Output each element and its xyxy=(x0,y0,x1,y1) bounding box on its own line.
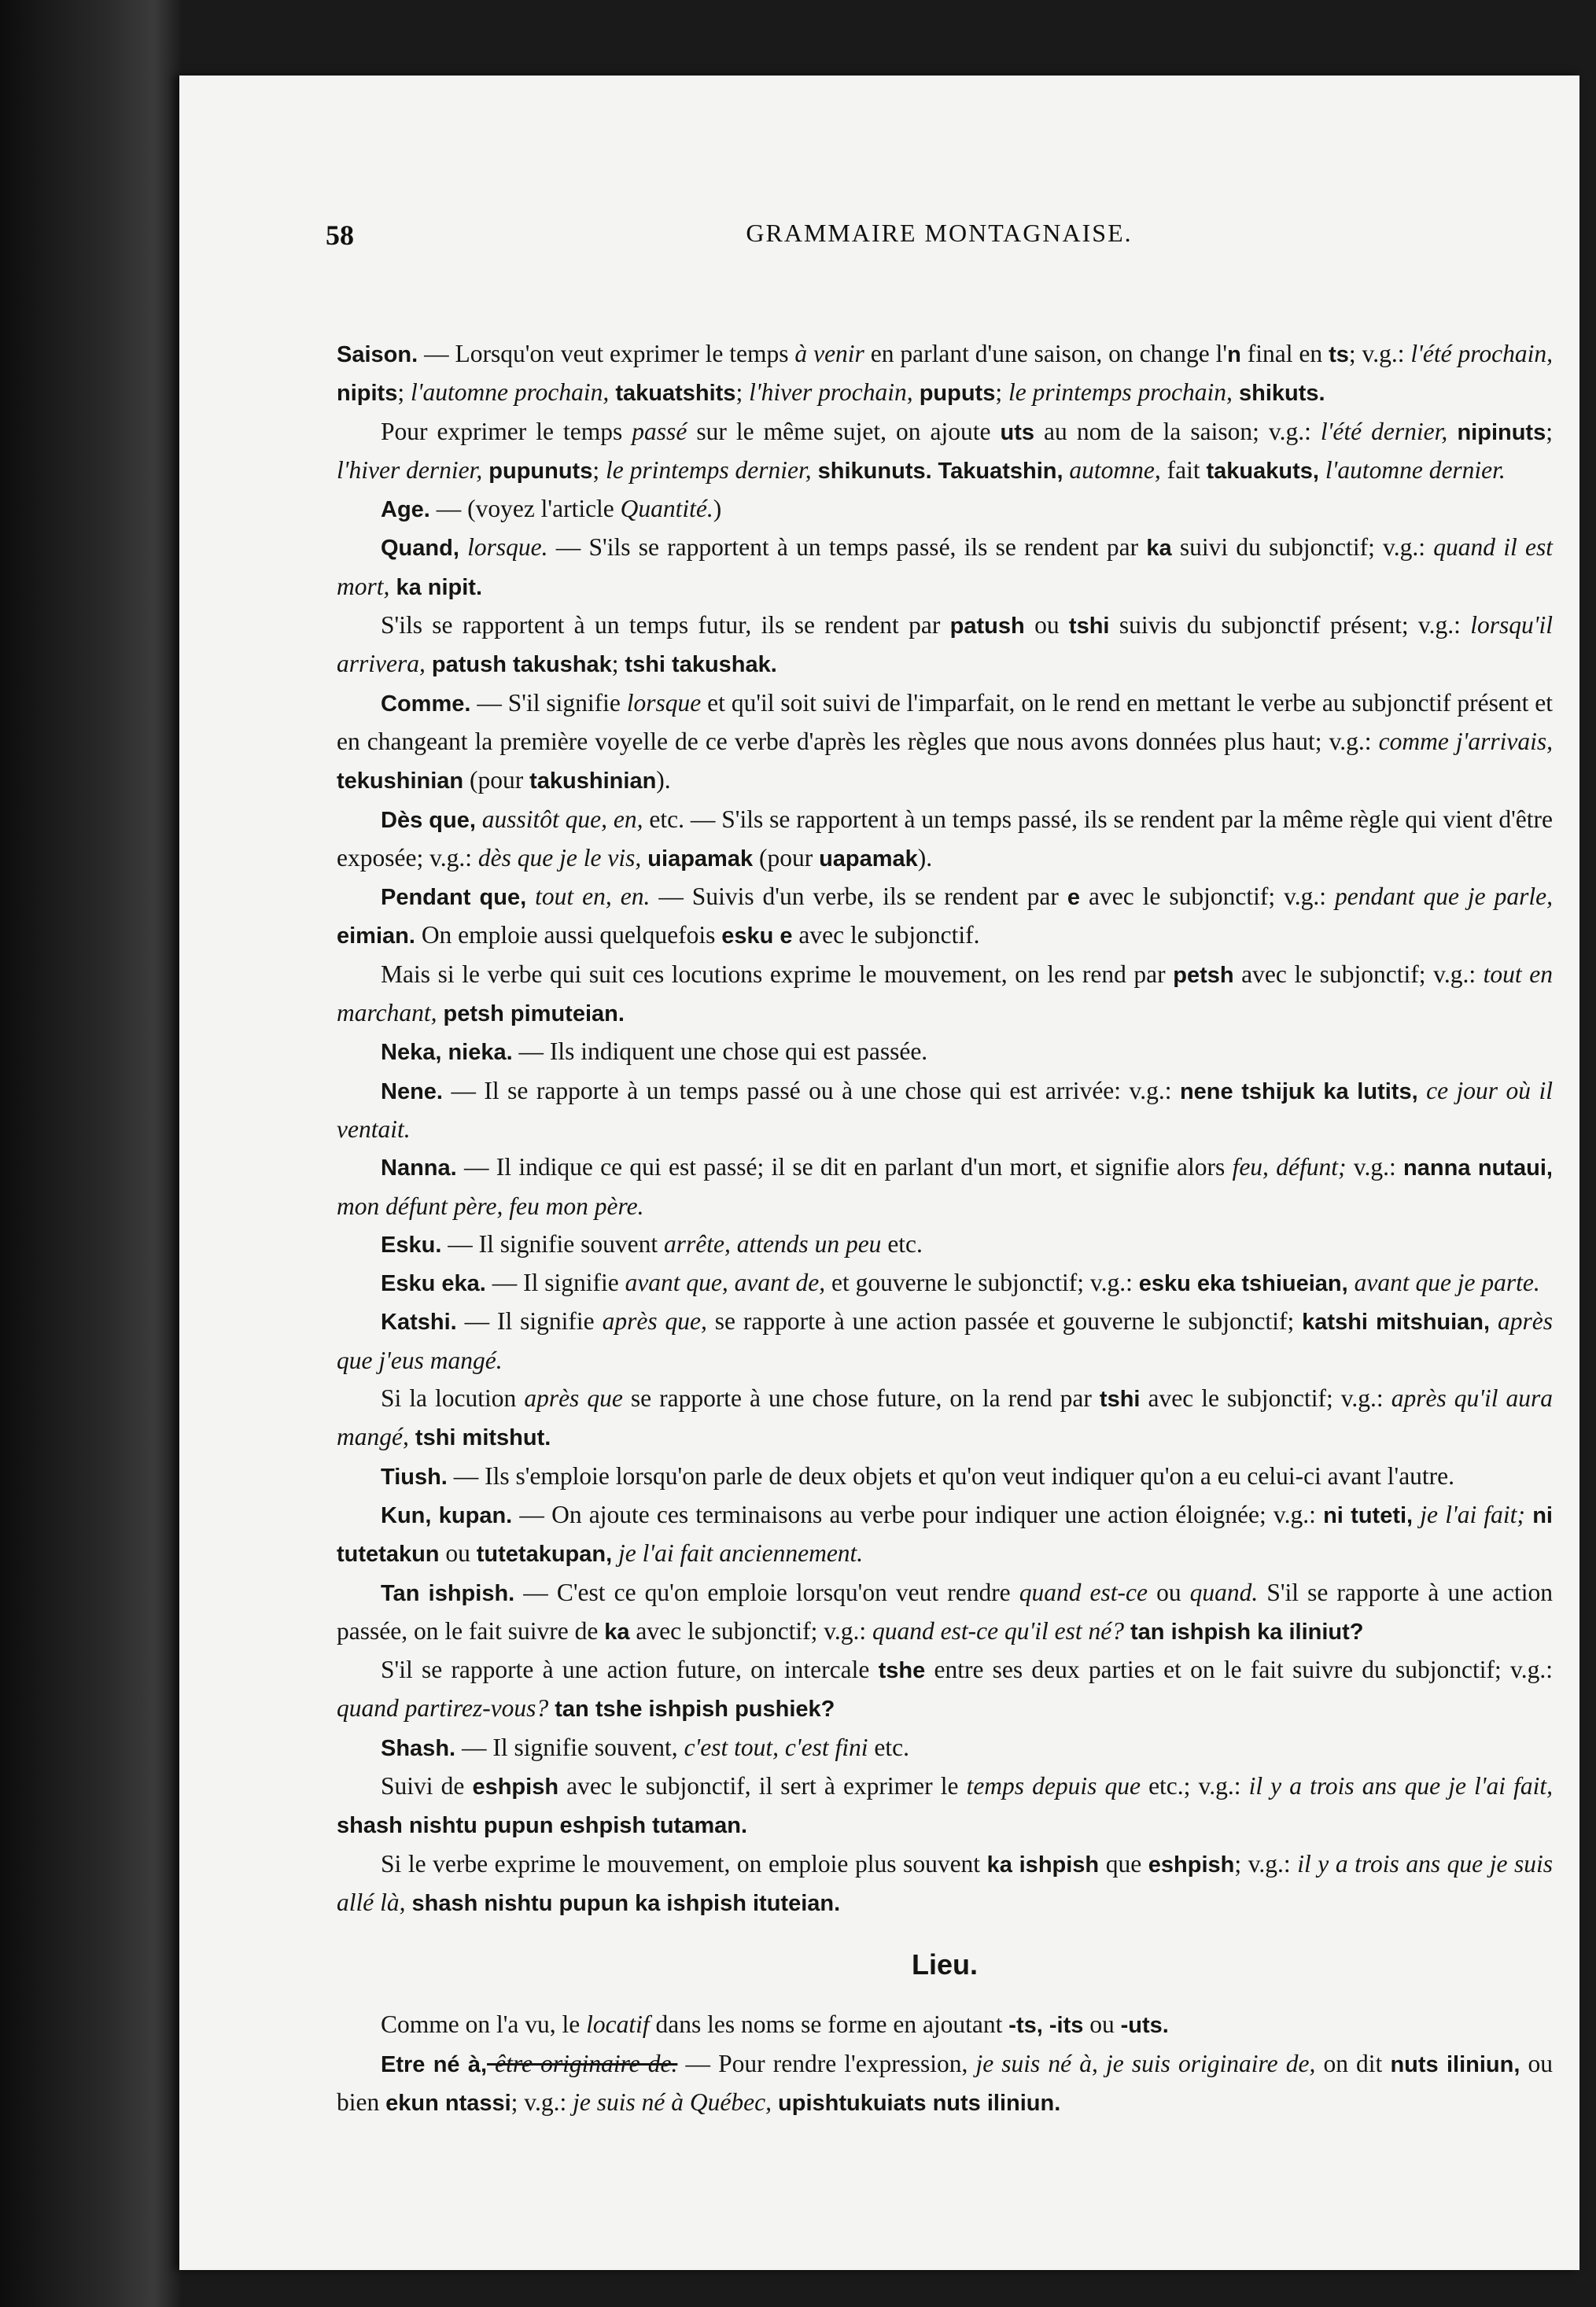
term-saison: Saison. xyxy=(337,342,418,367)
text-run: ) xyxy=(713,495,722,523)
text-run: — Il signifie souvent xyxy=(441,1229,664,1258)
text-run: — Pour rendre l'expression, xyxy=(677,2049,976,2077)
text-run: avec le subjonctif; v.g.: xyxy=(1080,883,1336,911)
text-run: ; xyxy=(397,378,411,407)
text-run: eshpish xyxy=(1148,1852,1235,1878)
text-run: takuakuts, xyxy=(1206,458,1319,484)
text-run: l'été dernier, xyxy=(1320,417,1448,445)
term-comme: Comme. xyxy=(381,691,471,717)
entry-pendant-que xyxy=(337,878,1553,956)
text-run: esku e xyxy=(721,923,793,949)
entry-des-que xyxy=(337,801,1553,879)
text-run: entre ses deux parties et on le fait suivre du subjonctif; v.g.: xyxy=(925,1656,1553,1684)
text-run: katshi mitshuian, xyxy=(1302,1310,1491,1336)
text-run: shikunuts. xyxy=(811,458,932,484)
text-run: l'été prochain, xyxy=(1410,340,1553,367)
term-neka: Neka, nieka. xyxy=(381,1040,513,1066)
text-run: ; xyxy=(592,455,606,484)
entry-nene xyxy=(337,1072,1553,1149)
text-run: final en xyxy=(1240,340,1329,367)
text-run: avec le subjonctif, il sert à exprimer le xyxy=(558,1771,967,1800)
paragraph-shash-eshpish xyxy=(337,1767,1553,1845)
text-run: lorsque. xyxy=(459,533,548,562)
text-run: uapamak xyxy=(819,846,918,872)
text-run: eimian. xyxy=(337,923,415,949)
text-run: uiapamak xyxy=(641,846,754,872)
book-spine-edge xyxy=(0,0,181,2307)
text-run: takuatshits xyxy=(609,381,736,407)
text-run: feu, défunt; xyxy=(1232,1153,1347,1181)
text-run: — Ils s'emploie lorsqu'on parle de deux objets et qu'on veut indiquer qu'on a eu celui-ci avant l'autre. xyxy=(447,1461,1455,1490)
entry-age xyxy=(337,490,1553,529)
text-run: esku eka tshiueian, xyxy=(1138,1271,1348,1297)
text-run: se rapporte à une action passée et gouverne le subjonctif; xyxy=(706,1307,1303,1336)
term-nene: Nene. xyxy=(381,1078,443,1104)
text-run: — Il indique ce qui est passé; il se dit en parlant d'un mort, et signifie alors xyxy=(456,1153,1233,1181)
text-run: lorsqu'il arrivera, xyxy=(337,611,1553,678)
text-run: — Lorsqu'on veut exprimer le temps xyxy=(418,340,795,367)
text-run: — Il se rapporte à un temps passé ou à une chose qui est arrivée: v.g.: xyxy=(442,1076,1180,1104)
text-run: Mais si le verbe qui suit ces locutions exprime le mouvement, on les rend par xyxy=(381,960,1174,988)
text-run: quand est-ce qu'il est né? xyxy=(872,1616,1124,1645)
text-run: Si la locution xyxy=(381,1384,525,1413)
entry-saison xyxy=(337,335,1553,413)
text-run: -ts, -its xyxy=(1008,2013,1084,2039)
text-run: — S'il signifie xyxy=(470,688,627,717)
text-run: sur le même sujet, on ajoute xyxy=(687,417,1001,445)
text-run: quand partirez-vous? xyxy=(337,1694,549,1723)
text-run: ; v.g.: xyxy=(510,2088,573,2117)
text-run: nipits xyxy=(337,381,398,407)
text-run: ni tutetakun xyxy=(337,1502,1553,1568)
text-run: ts xyxy=(1329,342,1349,367)
term-etre-ne-a: Etre né à, xyxy=(381,2051,488,2077)
text-run: patush takushak xyxy=(425,652,612,678)
text-run: puputs xyxy=(912,381,996,407)
entry-esku xyxy=(337,1225,1553,1264)
paragraph-katshi-futur xyxy=(337,1380,1553,1458)
text-run: pupunuts xyxy=(482,458,593,484)
text-run: que xyxy=(1099,1849,1148,1878)
text-run: tshi xyxy=(1099,1387,1141,1413)
term-age: Age. xyxy=(381,497,430,523)
text-run: takushinian xyxy=(529,768,657,794)
text-run: l'automne dernier. xyxy=(1325,455,1506,484)
text-run: ou bien xyxy=(337,2049,1554,2117)
text-run: (pour xyxy=(463,766,530,794)
text-run: tout en, en. xyxy=(526,883,651,911)
text-run: l'hiver prochain, xyxy=(749,378,913,407)
text-run: ). xyxy=(656,766,671,794)
term-esku-eka: Esku eka. xyxy=(381,1271,486,1297)
text-run: avec le subjonctif; v.g.: xyxy=(1233,960,1484,988)
entry-etre-ne-a xyxy=(337,2045,1553,2123)
term-pendant-que: Pendant que, xyxy=(381,885,527,911)
text-run: Quantité. xyxy=(620,495,713,523)
text-run: S'il se rapporte à une action future, on intercale xyxy=(381,1656,879,1684)
entry-esku-eka xyxy=(337,1264,1553,1303)
entry-nanna xyxy=(337,1148,1553,1225)
text-run: je l'ai fait; xyxy=(1413,1500,1525,1528)
paragraph-pendant-mouvement xyxy=(337,956,1553,1034)
entry-quand xyxy=(337,529,1553,606)
text-run: être originaire de. xyxy=(487,2049,678,2077)
text-run: Pour exprimer le temps xyxy=(381,417,632,445)
term-katshi: Katshi. xyxy=(381,1310,457,1336)
text-run: tan ishpish ka iliniut? xyxy=(1123,1619,1364,1645)
text-run: automne, xyxy=(1069,455,1161,484)
text-run: le printemps prochain, xyxy=(1008,378,1233,407)
text-run: tshi takushak. xyxy=(625,652,777,678)
paragraph-lieu xyxy=(337,2006,1553,2044)
text-run: ; v.g.: xyxy=(1234,1849,1298,1878)
text-run: ni tuteti, xyxy=(1323,1502,1414,1528)
text-run: ; xyxy=(995,378,1008,407)
text-run: — (voyez l'article xyxy=(429,495,621,523)
text-run: — Ils indiquent une chose qui est passée. xyxy=(512,1037,928,1066)
text-run: pendant que je parle, xyxy=(1335,883,1554,911)
text-run: l'automne prochain, xyxy=(410,378,610,407)
term-esku: Esku. xyxy=(381,1232,442,1258)
text-run: quand est-ce xyxy=(1019,1578,1148,1606)
text-run: shash nishtu pupun eshpish tutaman. xyxy=(337,1813,748,1839)
text-run: nipinuts xyxy=(1447,419,1546,445)
text-run: Si le verbe exprime le mouvement, on emploie plus souvent xyxy=(381,1849,987,1878)
text-run: après qu'il aura mangé, xyxy=(337,1384,1553,1451)
text-run: ; xyxy=(611,650,625,678)
text-run: S'ils se rapportent à un temps futur, ils se rendent par xyxy=(381,611,950,639)
text-run: quand il est mort, xyxy=(337,533,1553,600)
term-quand: Quand, xyxy=(381,536,459,562)
term-des-que: Dès que, xyxy=(381,807,476,833)
text-run: au nom de la saison; v.g.: xyxy=(1034,417,1321,445)
text-run: locatif xyxy=(586,2010,650,2039)
text-run: passé xyxy=(632,417,687,445)
text-run: nene tshijuk ka lutits, xyxy=(1179,1078,1418,1104)
page-header xyxy=(326,219,1553,282)
section-title-lieu: Lieu. xyxy=(911,1948,978,1981)
text-run: temps depuis que xyxy=(966,1771,1141,1800)
text-run: avant que je parte. xyxy=(1347,1269,1540,1297)
text-run: se rapporte à une chose future, on la rend par xyxy=(622,1384,1100,1413)
text-run: shikuts. xyxy=(1232,381,1325,407)
text-run: mon défunt père, feu mon père. xyxy=(337,1192,644,1220)
term-shash: Shash. xyxy=(381,1735,456,1761)
page-body xyxy=(337,335,1553,2122)
text-run: shash nishtu pupun ka ishpish ituteian. xyxy=(405,1890,841,1916)
text-run: et qu'il soit suivi de l'imparfait, on le rend en mettant le verbe au subjonctif présent et en changeant la première voyelle de ce verbe d'après les règles que nous avons données plus haut; v.g.: xyxy=(337,688,1553,755)
paragraph-tan-futur xyxy=(337,1651,1553,1729)
text-run: lorsque xyxy=(626,688,702,717)
term-kun-kupan: Kun, kupan. xyxy=(381,1502,513,1528)
text-run: ; xyxy=(1546,417,1553,445)
entry-tiush xyxy=(337,1458,1553,1496)
text-run: — On ajoute ces terminaisons au verbe pour indiquer une action éloignée; v.g.: xyxy=(512,1500,1324,1528)
text-run: etc. xyxy=(881,1229,923,1258)
text-run: uts xyxy=(1000,419,1035,445)
text-run: ; v.g.: xyxy=(1348,340,1411,367)
text-run: upishtukuiats nuts iliniun. xyxy=(771,2091,1061,2117)
text-run: — Il signifie souvent, xyxy=(455,1733,684,1761)
text-run: etc. xyxy=(868,1733,909,1761)
text-run: avec le subjonctif; v.g.: xyxy=(1140,1384,1391,1413)
text-run: Comme on l'a vu, le xyxy=(381,2010,587,2039)
text-run: il y a trois ans que je l'ai fait, xyxy=(1248,1771,1553,1800)
text-run: après que xyxy=(524,1384,623,1413)
text-run: tshe xyxy=(878,1658,926,1684)
text-run: après que, xyxy=(602,1307,707,1336)
term-tan-ishpish: Tan ishpish. xyxy=(381,1580,515,1606)
term-tiush: Tiush. xyxy=(381,1464,448,1490)
text-run: Suivi de xyxy=(381,1771,473,1800)
text-run: avec le subjonctif. xyxy=(792,921,980,949)
text-run: aussitôt que, en, xyxy=(475,805,643,833)
text-run: comme j'arrivais, xyxy=(1378,727,1553,755)
text-run: tan tshe ishpish pushiek? xyxy=(548,1697,835,1723)
text-run: on dit xyxy=(1315,2049,1391,2077)
text-run: ka xyxy=(1146,536,1172,562)
text-run: ou xyxy=(1148,1578,1190,1606)
text-run: ). xyxy=(917,843,933,872)
text-run: — S'ils se rapportent à un temps passé, ils se rendent par xyxy=(547,533,1147,562)
text-run: nanna nutaui, xyxy=(1403,1155,1553,1181)
text-run: arrête, attends un peu xyxy=(663,1229,882,1258)
text-run: avant que, avant de, xyxy=(625,1269,826,1297)
text-run: à venir xyxy=(794,340,864,367)
text-run: tshi xyxy=(1068,614,1110,639)
text-run: eshpish xyxy=(472,1774,559,1800)
text-run: après que j'eus mangé. xyxy=(337,1307,1554,1374)
text-run: dans les noms se forme en ajoutant xyxy=(649,2010,1009,2039)
term-nanna: Nanna. xyxy=(381,1155,457,1181)
text-run: v.g.: xyxy=(1346,1153,1404,1181)
text-run: en parlant d'une saison, on change l' xyxy=(864,340,1228,367)
text-run: etc. — S'ils se rapportent à un temps passé, ils se rendent par la même règle qui vient d'être exposée; v.g.: xyxy=(337,805,1553,872)
text-run: petsh pimuteian. xyxy=(437,1001,625,1027)
text-run: ou xyxy=(1083,2010,1121,2039)
text-run: je l'ai fait anciennement. xyxy=(612,1539,864,1568)
text-run: tout en marchant, xyxy=(337,960,1553,1027)
text-run: quand. xyxy=(1189,1578,1259,1606)
text-run: l'hiver dernier, xyxy=(337,455,483,484)
paragraph-quand-futur xyxy=(337,606,1553,684)
text-run: tekushinian xyxy=(337,768,464,794)
text-run: — C'est ce qu'on emploie lorsqu'on veut rendre xyxy=(514,1578,1019,1606)
text-run: patush xyxy=(949,614,1025,639)
text-run: — Il signifie xyxy=(485,1269,625,1297)
text-run: dès que je le vis, xyxy=(477,843,642,872)
text-run: je suis né à, je suis originaire de, xyxy=(975,2049,1316,2077)
text-run: — Il signifie xyxy=(456,1307,603,1336)
entry-shash xyxy=(337,1729,1553,1767)
entry-kun-kupan xyxy=(337,1496,1553,1574)
text-run: fait xyxy=(1160,455,1207,484)
text-run: ou xyxy=(1024,611,1069,639)
book-page xyxy=(179,76,1579,2270)
text-run: ka xyxy=(604,1619,630,1645)
text-run: je suis né à Québec, xyxy=(573,2088,772,2117)
entry-tan-ishpish xyxy=(337,1574,1553,1652)
text-run: e xyxy=(1067,885,1080,911)
text-run: ka nipit. xyxy=(389,574,483,600)
text-run: ce jour où il ventait. xyxy=(337,1076,1553,1143)
text-run xyxy=(932,456,938,484)
text-run: et gouverne le subjonctif; v.g.: xyxy=(825,1269,1139,1297)
entry-katshi xyxy=(337,1303,1553,1380)
text-run: ; xyxy=(735,378,750,407)
text-run: On emploie aussi quelquefois xyxy=(415,921,722,949)
text-run: tutetakupan, xyxy=(476,1542,613,1568)
entry-neka xyxy=(337,1033,1553,1071)
text-run: — Suivis d'un verbe, ils se rendent par xyxy=(650,883,1067,911)
text-run: Takuatshin, xyxy=(938,458,1063,484)
text-run: ka ishpish xyxy=(986,1852,1100,1878)
text-run: suivis du subjonctif présent; v.g.: xyxy=(1109,611,1471,639)
text-run: ekun ntassi xyxy=(385,2091,511,2117)
text-run: suivi du subjonctif; v.g.: xyxy=(1171,533,1434,562)
text-run: le printemps dernier, xyxy=(605,455,812,484)
text-run: tshi mitshut. xyxy=(408,1425,551,1451)
text-run: (pour xyxy=(753,843,820,872)
text-run: ou xyxy=(439,1539,477,1568)
text-run: S'il se rapporte à une action passée, on le fait suivre de xyxy=(337,1578,1553,1645)
text-run: petsh xyxy=(1173,962,1234,988)
paragraph-shash-mouvement xyxy=(337,1845,1553,1923)
text-run: avec le subjonctif; v.g.: xyxy=(629,1616,873,1645)
text-run: c'est tout, c'est fini xyxy=(684,1733,868,1761)
text-run: il y a trois ans que je suis allé là, xyxy=(337,1849,1554,1916)
text-run: etc.; v.g.: xyxy=(1140,1771,1249,1800)
running-title: GRAMMAIRE MONTAGNAISE. xyxy=(746,219,1133,247)
text-run xyxy=(1319,456,1325,484)
page-number: 58 xyxy=(326,219,354,251)
text-run: -uts. xyxy=(1120,2013,1169,2039)
text-run: nuts iliniun, xyxy=(1390,2051,1520,2077)
paragraph-saison-past xyxy=(337,413,1553,491)
text-run: n xyxy=(1227,342,1241,367)
entry-comme xyxy=(337,684,1553,801)
